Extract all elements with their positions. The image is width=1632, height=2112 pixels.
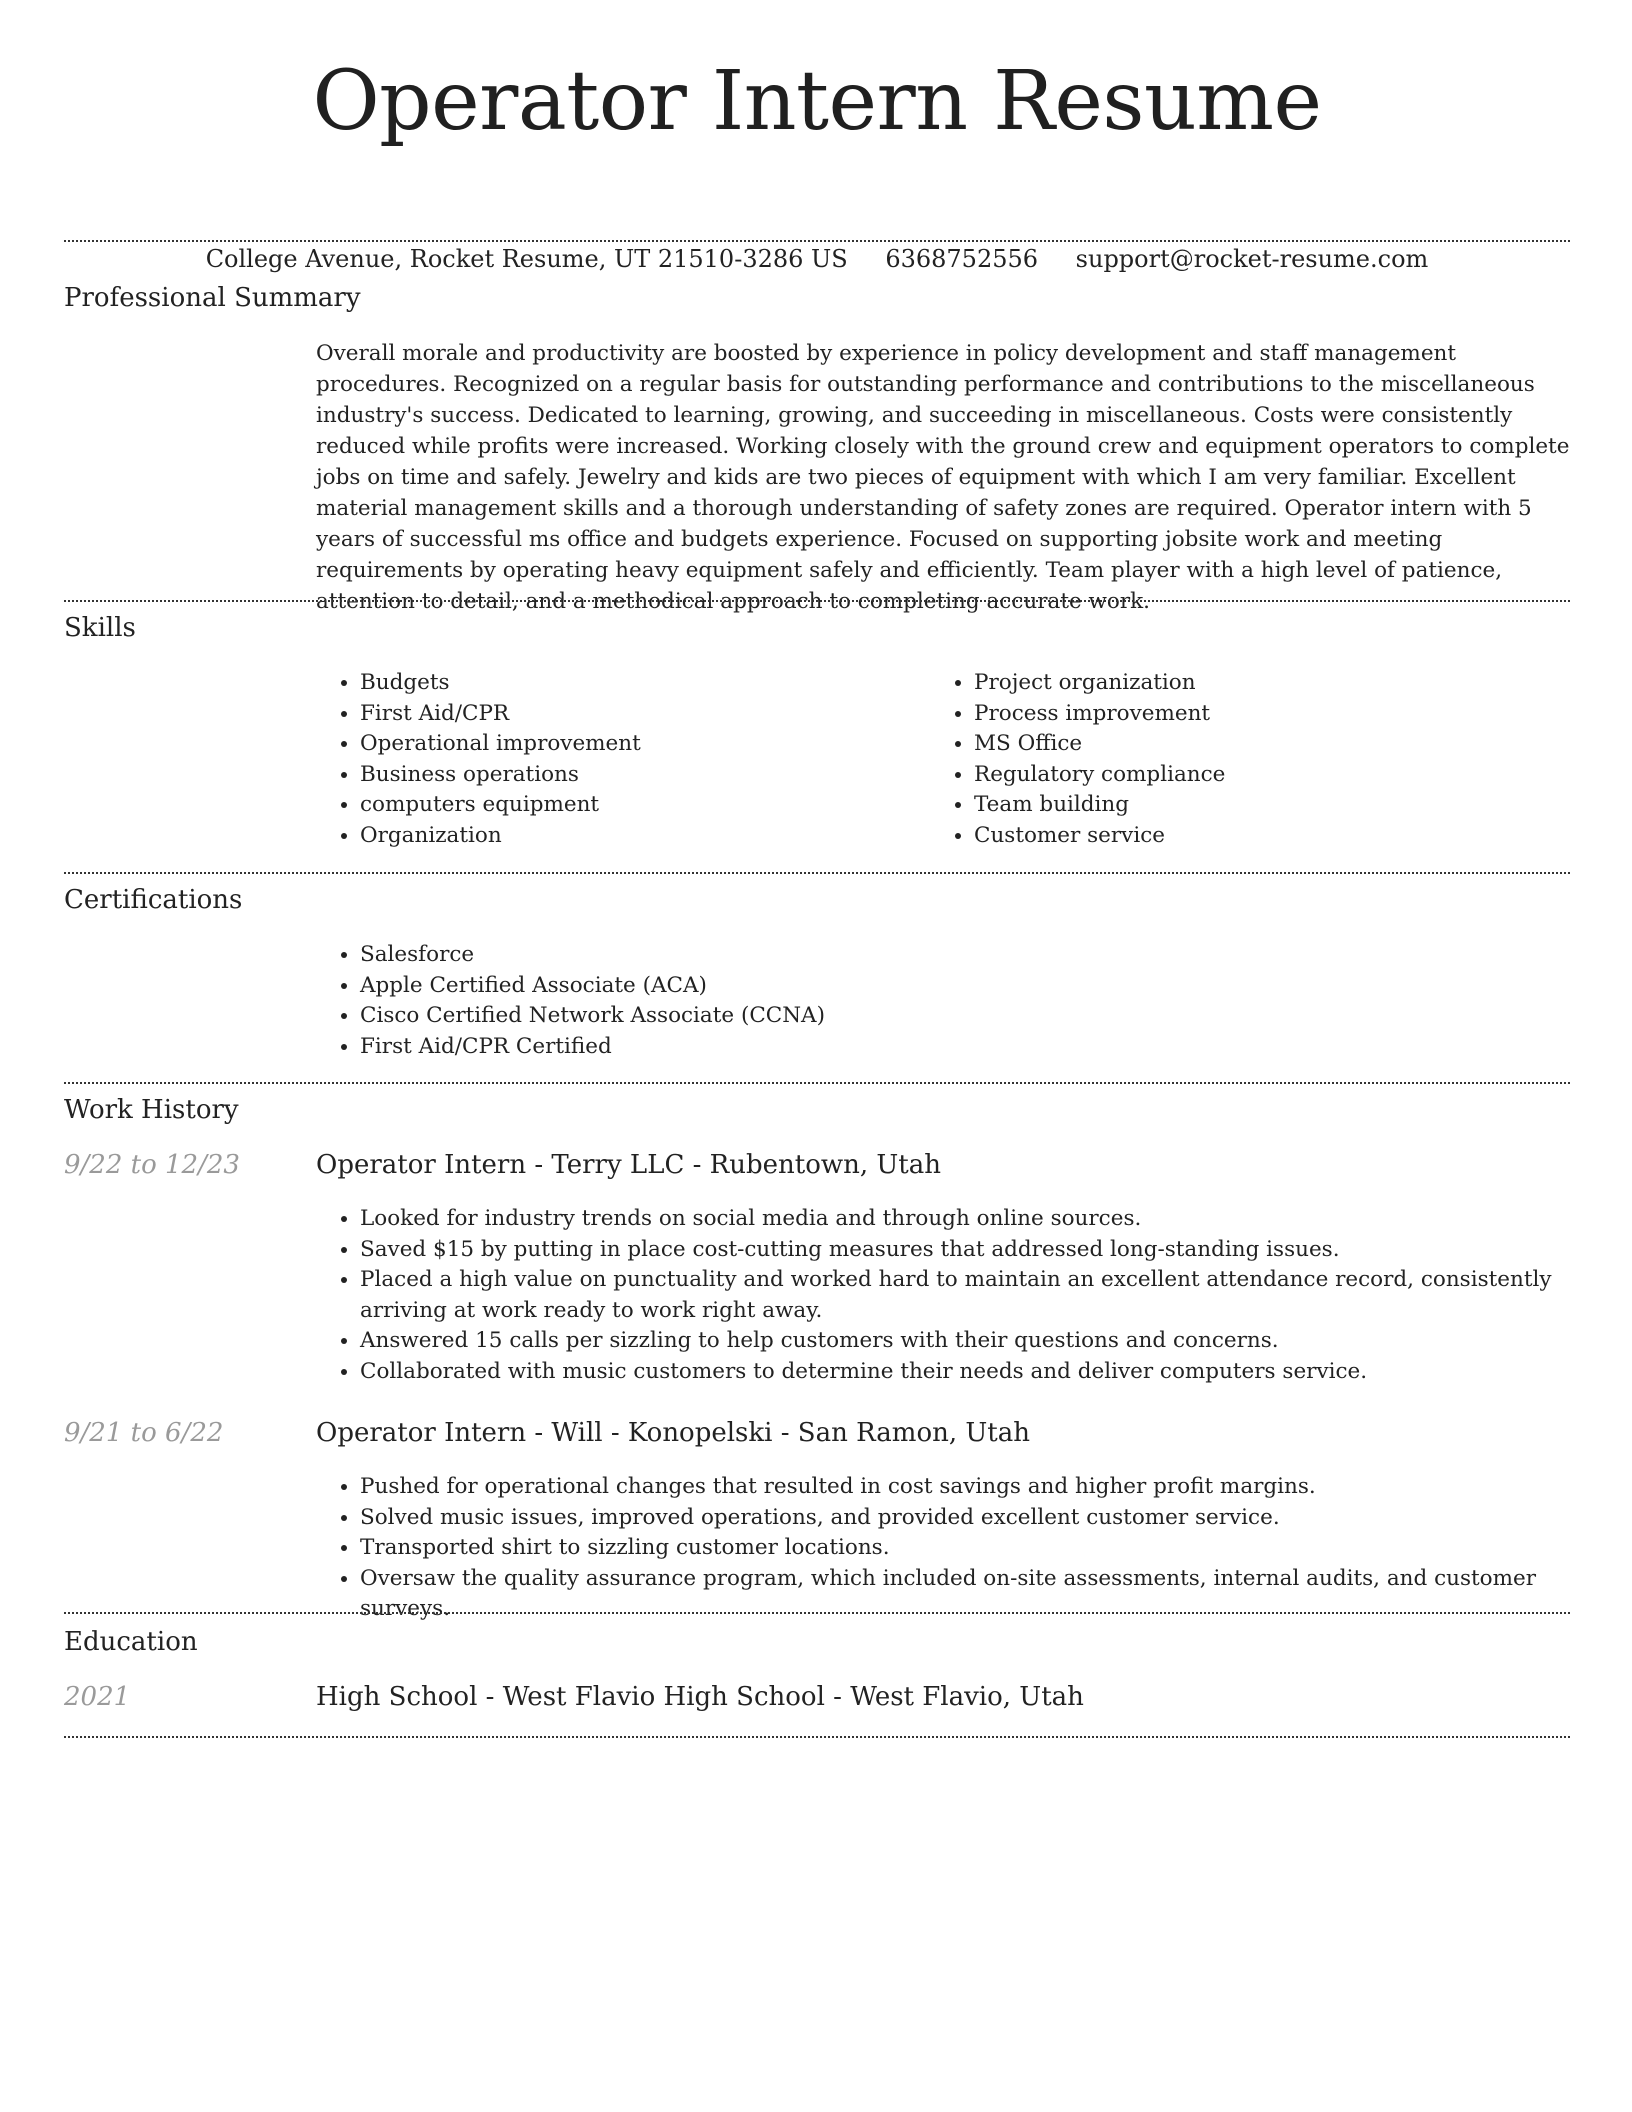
job-bullet: • Collaborated with music customers to determine their needs and deliver computers service. (360, 1357, 1560, 1388)
skill-item: • Operational improvement (360, 729, 876, 760)
certifications-list (316, 940, 1216, 1062)
divider (64, 600, 1570, 602)
work-heading: Work History (64, 1095, 239, 1125)
skill-item: • Budgets (360, 668, 876, 699)
divider (64, 1612, 1570, 1614)
divider (64, 240, 1570, 242)
skills-column-left (316, 668, 876, 851)
skill-item: • Regulatory compliance (974, 760, 1490, 791)
job-bullet: • Transported shirt to sizzling customer locations. (360, 1533, 1560, 1564)
certification-item: • Salesforce (360, 940, 1216, 971)
skill-item: • Business operations (360, 760, 876, 791)
job-bullet: • Looked for industry trends on social media and through online sources. (360, 1204, 1560, 1235)
skills-heading: Skills (64, 613, 136, 643)
skill-item: • Process improvement (974, 699, 1490, 730)
resume-title: Operator Intern Resume (312, 54, 1322, 149)
contact-phone: 6368752556 (885, 245, 1039, 273)
certifications-heading: Certifications (64, 885, 243, 915)
summary-text: Overall morale and productivity are boosted by experience in policy development and staff management procedures. Recognized on a regular basis for outstanding performance and contributions to the miscellaneous industry's success. Dedicated to learning, growing, and succeeding in miscellaneous. Costs were consistently reduced while profits were increased. Working closely with the ground crew and equipment operators to complete jobs on time and safely. Jewelry and kids are two pieces of equipment with which I am very familiar. Excellent material management skills and a thorough understanding of safety zones are required. Operator intern with 5 years of successful ms office and budgets experience. Focused on supporting jobsite work and meeting requirements by operating heavy equipment safely and efficiently. Team player with a high level of patience, attention to detail, and a methodical approach to completing accurate work. (316, 341, 1570, 614)
divider (64, 1082, 1570, 1084)
job-bullet: • Pushed for operational changes that resulted in cost savings and higher profit margins. (360, 1472, 1560, 1503)
contact-line (64, 242, 1570, 276)
contact-address: College Avenue, Rocket Resume, UT 21510-3286 US (205, 245, 848, 273)
job-bullets (316, 1204, 1560, 1387)
certification-item: • Cisco Certified Network Associate (CCNA) (360, 1001, 1216, 1032)
education-entry: High School - West Flavio High School - West Flavio, Utah (316, 1682, 1084, 1712)
job-title: Operator Intern - Will - Konopelski - San Ramon, Utah (316, 1418, 1030, 1448)
skill-item: • First Aid/CPR (360, 699, 876, 730)
resume-page (64, 0, 1570, 1712)
job-title: Operator Intern - Terry LLC - Rubentown, Utah (316, 1150, 942, 1180)
skill-item: • MS Office (974, 729, 1490, 760)
job-bullet: • Answered 15 calls per sizzling to help customers with their questions and concerns. (360, 1326, 1560, 1357)
divider (64, 872, 1570, 874)
job-bullet: • Placed a high value on punctuality and worked hard to maintain an excellent attendance record, consistently arriving at work ready to work right away. (360, 1265, 1560, 1326)
skill-item: • Team building (974, 790, 1490, 821)
skills-column-right (930, 668, 1490, 851)
job-bullet: • Oversaw the quality assurance program, which included on-site assessments, internal audits, and customer surveys. (360, 1564, 1560, 1625)
certification-item: • Apple Certified Associate (ACA) (360, 971, 1216, 1002)
skill-item: • Customer service (974, 821, 1490, 852)
job-dates: 9/22 to 12/23 (64, 1150, 240, 1180)
certification-item: • First Aid/CPR Certified (360, 1032, 1216, 1063)
skill-item: • Project organization (974, 668, 1490, 699)
divider (64, 1736, 1570, 1738)
job-bullets (316, 1472, 1560, 1625)
education-year: 2021 (64, 1682, 131, 1712)
job-bullet: • Saved $15 by putting in place cost-cutting measures that addressed long-standing issues. (360, 1235, 1560, 1266)
job-bullet: • Solved music issues, improved operations, and provided excellent customer service. (360, 1503, 1560, 1534)
education-heading: Education (64, 1627, 198, 1657)
skill-item: • computers equipment (360, 790, 876, 821)
job-dates: 9/21 to 6/22 (64, 1418, 224, 1448)
contact-email: support@rocket-resume.com (1075, 245, 1429, 273)
summary-heading: Professional Summary (64, 283, 361, 313)
skill-item: • Organization (360, 821, 876, 852)
